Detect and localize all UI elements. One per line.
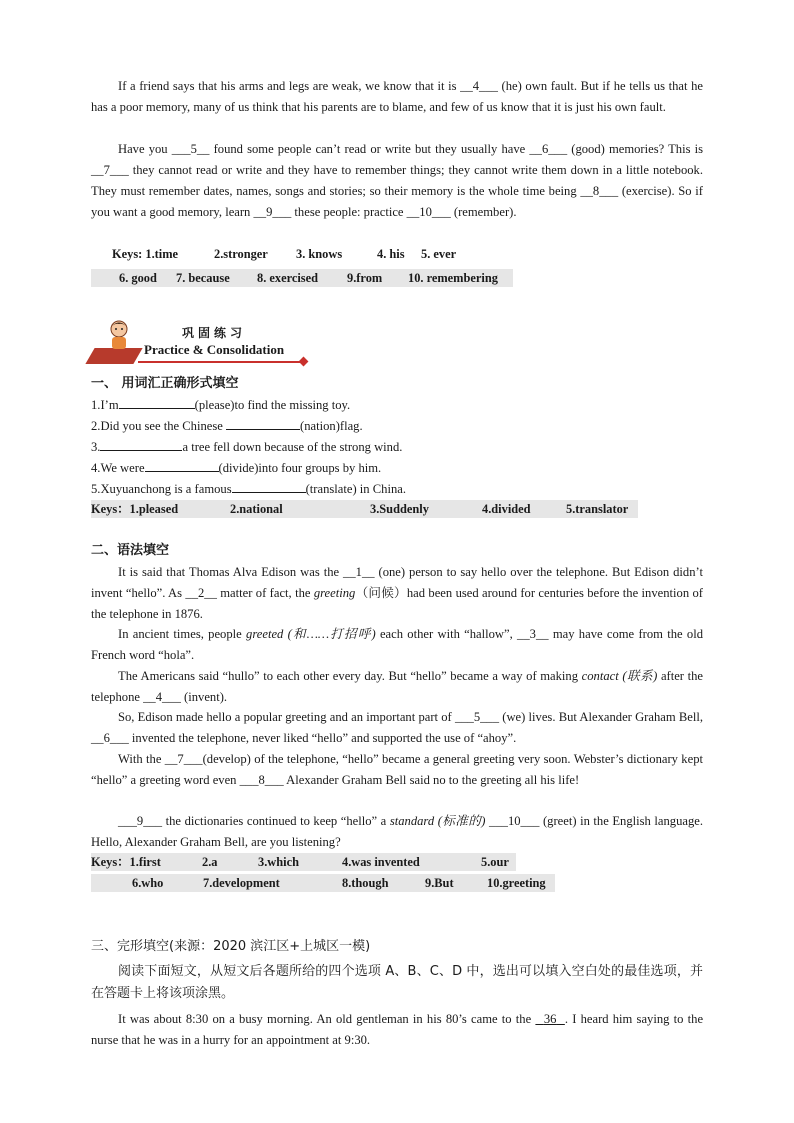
cloze-instruction: 阅读下面短文，从短文后各题所给的四个选项 A、B、C、D 中，选出可以填入空白处的最佳选项，并在答题卡上将该项涂黑。 — [91, 964, 703, 1001]
italic-term: standard (标准的) — [389, 814, 486, 828]
exercise-item — [91, 479, 703, 499]
section-1-keys — [91, 500, 638, 518]
answer-blank — [119, 395, 195, 409]
paragraph-text: had been used around for centuries before the invention of the telephone in 1876. — [91, 586, 703, 621]
key-item: 7.development — [203, 876, 280, 890]
section-2-keys-row-1 — [91, 853, 516, 871]
answer-blank — [226, 416, 300, 430]
grammar-paragraph-1 — [91, 562, 703, 625]
key-item: Keys：1.first — [91, 855, 161, 869]
key-item: 5.translator — [566, 502, 629, 516]
banner-title: 巩固练习 — [182, 326, 247, 340]
practice-banner — [88, 318, 310, 370]
italic-term: contact (联系) — [581, 669, 658, 683]
key-item: 3.which — [258, 855, 299, 869]
paragraph-text: The Americans said “hullo” to each other every day. But “hello” became a way of making — [118, 669, 579, 683]
paragraph-text: . I heard him saying to the nurse that he was in a hurry for an appointment at 9:30. — [91, 1012, 704, 1047]
banner-subtitle: Practice & Consolidation — [144, 342, 285, 357]
student-reading-icon — [102, 318, 136, 352]
key-item: 2.a — [202, 855, 218, 869]
key-item: 7. because — [176, 271, 230, 285]
key-item: 9.But — [425, 876, 454, 890]
section-3-heading: 三、完形填空(来源：2020 滨江区+上城区一模) — [91, 939, 371, 954]
key-item: 2.national — [230, 502, 283, 516]
key-item: 6.who — [132, 876, 164, 890]
exercise-item — [91, 458, 703, 478]
key-item: Keys: 1.time — [112, 247, 179, 261]
italic-term: greeted (和……打招呼) — [246, 627, 376, 641]
key-item: 3.Suddenly — [370, 502, 429, 516]
answer-blank — [145, 458, 219, 472]
banner-underline — [138, 361, 304, 363]
paragraph-text: each other with “hallow”, __3__ may have come from the old French word “hola”. — [91, 627, 703, 662]
diamond-icon — [299, 357, 309, 367]
answer-blank — [100, 437, 182, 451]
key-item: 4.divided — [482, 502, 531, 516]
paragraph-text: In ancient times, people — [118, 627, 242, 641]
exercise-item — [91, 395, 703, 415]
key-item: 6. good — [119, 271, 157, 285]
key-item: 2.stronger — [214, 247, 268, 261]
key-item: 9.from — [347, 271, 383, 285]
item-text: (nation)flag. — [300, 419, 363, 433]
item-text: (translate) in China. — [305, 482, 406, 496]
key-item: 4.was invented — [342, 855, 420, 869]
grammar-paragraph-6 — [91, 811, 703, 853]
item-text: a tree fell down because of the strong wind. — [182, 440, 403, 454]
item-text: 1.I’m — [91, 398, 119, 412]
item-text: (please)to find the missing toy. — [194, 398, 351, 412]
italic-term: greeting — [313, 586, 356, 600]
grammar-paragraph-5: With the __7___(develop) of the telephone, “hello” became a general greeting very soon. Webster’s dictionary kept “hello” a greeting word even ___8___ Alexander Graham Bell said no to the greeting all his life! — [91, 752, 703, 787]
key-item: 4. his — [377, 247, 405, 261]
item-text: (divide)into four groups by him. — [218, 461, 382, 475]
paragraph-text: after the telephone __4___ (invent). — [91, 669, 704, 704]
key-item: 3. knows — [296, 247, 343, 261]
exercise-item — [91, 437, 703, 457]
paragraph-text: It was about 8:30 on a busy morning. An old gentleman in his 80’s came to the — [118, 1012, 532, 1026]
paragraph-text: It is said that Thomas Alva Edison was the __1__ (one) person to say hello over the telephone. But Edison didn’t invent “hello”. As __2__ matter of fact, the — [91, 565, 703, 600]
key-item: Keys：1.pleased — [91, 502, 179, 516]
item-text: 5.Xuyuanchong is a famous — [91, 482, 232, 496]
blank-number: 36 — [543, 1012, 557, 1026]
grammar-paragraph-2 — [91, 624, 703, 666]
answer-keys-row-1 — [112, 245, 472, 263]
answer-blank — [232, 479, 306, 493]
item-text: 4.We were — [91, 461, 145, 475]
section-1-heading: 一、 用词汇正确形式填空 — [91, 376, 239, 391]
key-item: 5. ever — [421, 247, 457, 261]
key-item: 8. exercised — [257, 271, 319, 285]
key-item: 10. remembering — [408, 271, 498, 285]
chinese-gloss: （问候） — [355, 586, 407, 600]
exercise-item — [91, 416, 703, 436]
item-text: 2.Did you see the Chinese — [91, 419, 223, 433]
key-item: 5.our — [481, 855, 509, 869]
passage-paragraph-2: Have you ___5__ found some people can’t read or write but they usually have __6___ (good) memories? This is __7___ they cannot read or write and they have to remember things; they cannot write them down in a little notebook. They must remember dates, names, songs and stories; so their memory is the whole time being __8___ (exercise). So if you want a good memory, learn __9___ these people: practice __10___ (remember). — [91, 142, 703, 219]
paragraph-text: ___10___ (greet) in the English language. Hello, Alexander Graham Bell, are you listening? — [91, 814, 704, 849]
cloze-paragraph-1 — [91, 1009, 703, 1051]
answer-keys-row-2 — [91, 269, 513, 287]
cloze-blank — [535, 1012, 564, 1026]
grammar-paragraph-4: So, Edison made hello a popular greeting and an important part of ___5___ (we) lives. But Alexander Graham Bell, __6___ invented the telephone, never liked “hello” and supported the use of “ahoy”. — [91, 710, 703, 745]
key-item: 10.greeting — [487, 876, 546, 890]
section-2-keys-row-2 — [91, 874, 555, 892]
item-text: 3. — [91, 440, 101, 454]
section-2-heading: 二、语法填空 — [91, 543, 170, 558]
key-item: 8.though — [342, 876, 389, 890]
passage-paragraph-1: If a friend says that his arms and legs are weak, we know that it is __4___ (he) own fault. But if he tells us that he has a poor memory, many of us think that his parents are to blame, and few of us know that it is just his own fault. — [91, 79, 703, 114]
grammar-paragraph-3 — [91, 666, 703, 708]
paragraph-text: ___9___ the dictionaries continued to keep “hello” a — [118, 814, 387, 828]
